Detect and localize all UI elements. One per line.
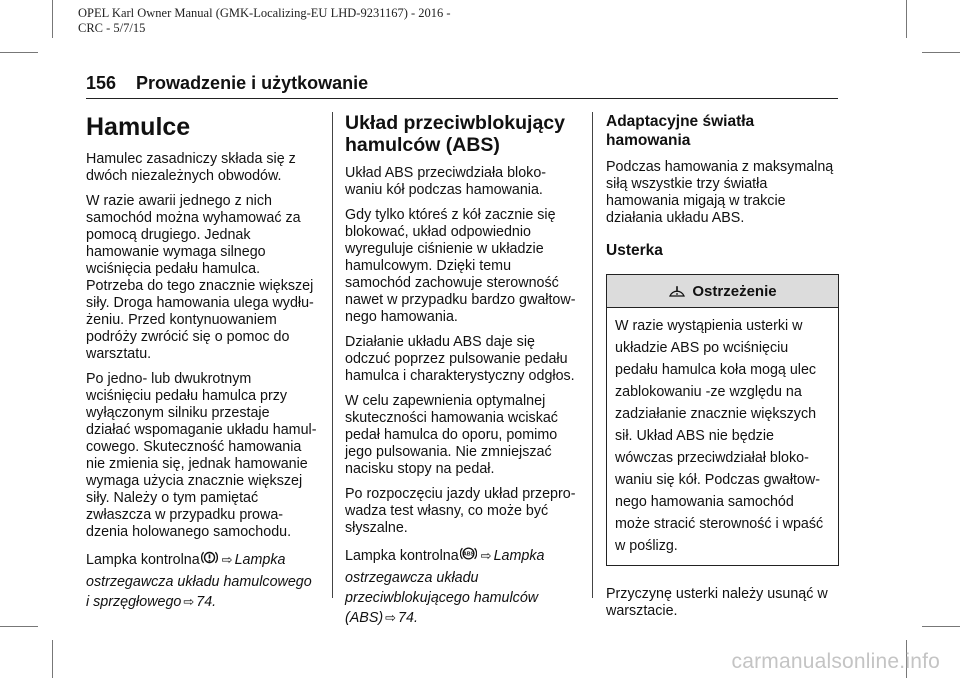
cross-ref-link[interactable]: ostrzegawcza układu bbox=[345, 570, 479, 586]
brake-warning-icon bbox=[201, 549, 218, 572]
text-line: W razie awarii jednego z nich bbox=[86, 193, 272, 209]
cross-ref-link[interactable]: przeciwblokującego hamulców bbox=[345, 590, 539, 606]
text-line: blokować, układ odpowiednio bbox=[345, 224, 531, 240]
text-line: Po jedno- lub dwukrotnym bbox=[86, 371, 252, 387]
text-line: wciśnięcia pedału hamulca. bbox=[86, 261, 261, 277]
crop-mark bbox=[922, 626, 960, 627]
text-line: jego pulsowania. Nie zmniejszać bbox=[345, 444, 552, 460]
paragraph bbox=[345, 165, 581, 199]
cross-ref-link[interactable]: i sprzęgłowego bbox=[86, 594, 182, 610]
text-line: układzie ABS po wciśnięciu bbox=[615, 340, 789, 356]
text-line: hamulcowym. Dzięki temu bbox=[345, 258, 512, 274]
document-header-line1: OPEL Karl Owner Manual (GMK-Localizing-EU LHD-9231167) - 2016 - bbox=[78, 6, 451, 20]
crop-mark bbox=[52, 640, 53, 678]
running-head bbox=[86, 72, 838, 99]
text-line: warsztacie. bbox=[606, 603, 678, 619]
text-line: pedału hamulca koła mogą ulec bbox=[615, 362, 817, 378]
tell-tale-prefix: Lampka kontrolna bbox=[86, 552, 200, 568]
crop-mark bbox=[52, 0, 53, 38]
text-line: wciśnięciu pedału hamulca przy bbox=[86, 388, 288, 404]
text-line: dwóch niezależnych obwodów. bbox=[86, 168, 282, 184]
paragraph bbox=[606, 159, 842, 227]
text-line: słyszalne. bbox=[345, 520, 408, 536]
crop-mark bbox=[0, 52, 38, 53]
cross-ref-link[interactable]: Lampka bbox=[234, 552, 286, 568]
text-line: działania układu ABS. bbox=[606, 210, 745, 226]
chapter-title: Prowadzenie i użytkowanie bbox=[136, 73, 369, 93]
text-line: zwłaszcza w przypadku prowa- bbox=[86, 507, 284, 523]
crop-mark bbox=[0, 626, 38, 627]
paragraph bbox=[86, 371, 322, 541]
text-line: cowego. Skuteczność hamowania bbox=[86, 439, 302, 455]
column-abs bbox=[345, 112, 581, 636]
text-line: odczuć poprzez pulsowanie pedału bbox=[345, 351, 568, 367]
text-line: dzenia holowanego samochodu. bbox=[86, 524, 292, 540]
text-line: Potrzeba do tego znacznie większej bbox=[86, 278, 314, 294]
column-divider bbox=[332, 112, 333, 598]
section-title-adaptive-brake-lights bbox=[606, 112, 842, 150]
paragraph bbox=[345, 486, 581, 537]
section-title-line: hamulców (ABS) bbox=[345, 134, 500, 156]
text-line: wadza test własny, co może być bbox=[345, 503, 549, 519]
text-line: sił. Układ ABS nie będzie bbox=[615, 428, 774, 444]
text-line bbox=[86, 549, 322, 572]
text-line: wówczas przeciwdziałał bloko- bbox=[615, 450, 809, 466]
text-line: hamowanie wymaga silnego bbox=[86, 244, 266, 260]
text-line: w poślizg. bbox=[615, 538, 678, 554]
page-ref-arrow-icon: ⇨ bbox=[183, 594, 195, 609]
column-divider bbox=[592, 112, 593, 598]
text-line bbox=[86, 592, 322, 612]
text-line: podróży zwrócić się o pomoc do bbox=[86, 329, 290, 345]
text-line: Po rozpoczęciu jazdy układ przepro- bbox=[345, 486, 576, 502]
text-line: Podczas hamowania z maksymalną bbox=[606, 159, 834, 175]
abs-warning-icon bbox=[460, 545, 477, 568]
page-ref-link[interactable]: 74. bbox=[398, 610, 418, 626]
page-ref-arrow-icon: ⇨ bbox=[385, 610, 397, 625]
paragraph-abs-tell-tale bbox=[345, 545, 581, 628]
text-line: zablokowaniu -ze względu na bbox=[615, 384, 802, 400]
paragraph bbox=[345, 207, 581, 326]
text-line: siły. Droga hamowania ulega wydłu- bbox=[86, 295, 314, 311]
section-title-line: Układ przeciwblokujący bbox=[345, 112, 565, 134]
text-line: siłą wszystkie trzy światła bbox=[606, 176, 768, 192]
text-line: żeniu. Przed kontynuowaniem bbox=[86, 312, 277, 328]
text-line: nego hamowania samochód bbox=[615, 494, 794, 510]
text-line: siły. Należy o tym pamiętać bbox=[86, 490, 259, 506]
warning-box bbox=[606, 274, 839, 566]
crop-mark bbox=[922, 52, 960, 53]
section-title-abs bbox=[345, 112, 581, 156]
tell-tale-prefix: Lampka kontrolna bbox=[345, 548, 459, 564]
text-line: Działanie układu ABS daje się bbox=[345, 334, 535, 350]
watermark: carmanualsonline.info bbox=[731, 650, 940, 673]
document-header bbox=[78, 6, 451, 36]
page-ref-arrow-icon: ⇨ bbox=[221, 552, 233, 567]
text-line: pedał hamulca do oporu, pomimo bbox=[345, 427, 558, 443]
text-line: W celu zapewnienia optymalnej bbox=[345, 393, 546, 409]
section-title-line: hamowania bbox=[606, 132, 691, 149]
cross-ref-link[interactable]: Lampka bbox=[493, 548, 545, 564]
text-line: pomocą drugiego. Jednak bbox=[86, 227, 251, 243]
text-line: może stracić sterowność i wpaść bbox=[615, 516, 824, 532]
page-ref-link[interactable]: 74. bbox=[196, 594, 217, 610]
paragraph-brake-tell-tale bbox=[86, 549, 322, 612]
text-line: zadziałanie znacznie większych bbox=[615, 406, 817, 422]
section-title-brakes: Hamulce bbox=[86, 113, 191, 141]
crop-mark bbox=[906, 0, 907, 38]
subsection-title-fault: Usterka bbox=[606, 242, 663, 259]
text-line: Układ ABS przeciwdziała bloko- bbox=[345, 165, 547, 181]
text-line: warsztatu. bbox=[86, 346, 152, 362]
paragraph bbox=[86, 151, 322, 185]
text-line bbox=[345, 545, 581, 568]
warning-icon bbox=[668, 283, 686, 300]
text-line: samochód zachowuje sterowność bbox=[345, 275, 559, 291]
warning-title: Ostrzeżenie bbox=[692, 282, 777, 300]
text-line: Przyczynę usterki należy usunąć w bbox=[606, 586, 828, 602]
text-line: Gdy tylko któreś z kół zacznie się bbox=[345, 207, 556, 223]
paragraph bbox=[345, 334, 581, 385]
paragraph bbox=[86, 193, 322, 363]
page-ref-arrow-icon: ⇨ bbox=[480, 548, 492, 563]
cross-ref-link[interactable]: ostrzegawcza układu hamulcowego bbox=[86, 574, 312, 590]
text-line: nawet w przypadku bardzo gwałtow- bbox=[345, 292, 576, 308]
text-line: nego hamowania. bbox=[345, 309, 458, 325]
text-line: nacisku stopy na pedał. bbox=[345, 461, 495, 477]
paragraph bbox=[606, 586, 842, 620]
text-line: hamulca i charakterystyczny odgłos. bbox=[345, 368, 575, 384]
text-line: waniu się kół. Podczas gwałtow- bbox=[615, 472, 821, 488]
text-line: samochód można wyhamować za bbox=[86, 210, 301, 226]
text-line: nie zmienia się, jednak hamowanie bbox=[86, 456, 308, 472]
text-line: Hamulec zasadniczy składa się z bbox=[86, 151, 296, 167]
text-line: waniu kół podczas hamowania. bbox=[345, 182, 543, 198]
document-header-line2: CRC - 5/7/15 bbox=[78, 21, 146, 35]
text-line: W razie wystąpienia usterki w bbox=[615, 318, 803, 334]
paragraph bbox=[345, 393, 581, 478]
warning-header bbox=[607, 275, 838, 308]
text-line: skuteczności hamowania wciskać bbox=[345, 410, 558, 426]
page-number: 156 bbox=[86, 73, 117, 93]
text-line: wymaga użycia znacznie większej bbox=[86, 473, 303, 489]
text-line bbox=[345, 608, 581, 628]
text-line: hamowania migają w trakcie bbox=[606, 193, 786, 209]
cross-ref-link[interactable]: (ABS) bbox=[345, 610, 384, 626]
section-title-line: Adaptacyjne światła bbox=[606, 113, 755, 130]
warning-body bbox=[607, 308, 838, 565]
column-brakes bbox=[86, 112, 322, 620]
text-line: działać wspomaganie układu hamul- bbox=[86, 422, 317, 438]
text-line: wyłączonym silniku przestaje bbox=[86, 405, 270, 421]
text-line: wyreguluje ciśnienie w układzie bbox=[345, 241, 544, 257]
column-adaptive-brake-lights bbox=[606, 112, 842, 628]
svg-text:ABS: ABS bbox=[462, 551, 474, 558]
